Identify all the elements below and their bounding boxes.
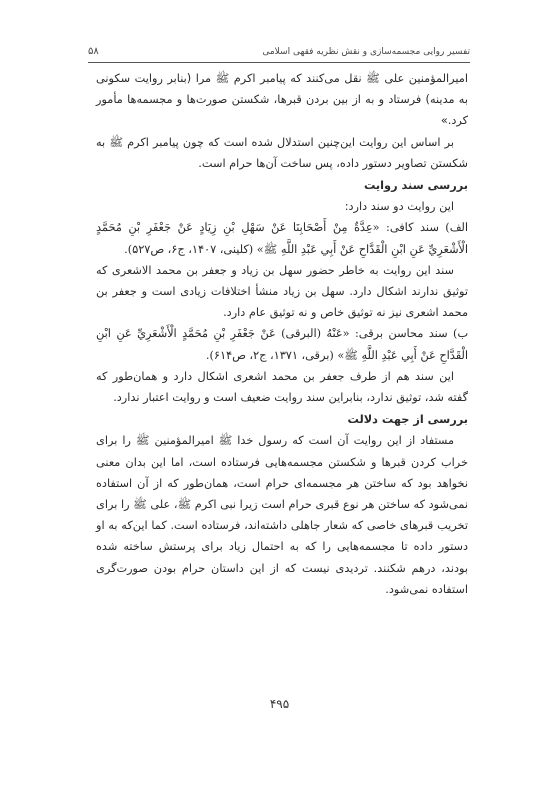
paragraph: این روایت دو سند دارد:	[344, 200, 454, 214]
running-header	[88, 44, 470, 60]
paragraph: سند این روایت به خاطر حضور سهل بن زیاد و جعفر بن محمد الاشعری که توثیق ندارند اشکال دارد. سهل بن زیاد منشأ اختلافات زیادی است و جعفر بن محمد اشعری نیز نه توثیق خاص و نه توثیق عام دارد.	[96, 263, 468, 320]
header-rule	[88, 62, 470, 63]
paragraph: امیرالمؤمنین علی ﷺ نقل می‌کنند که پیامبر اکرم ﷺ مرا (بنابر روایت سکونی به مدینه) فرستاد و به از بین بردن قبرها، شکستن صورت‌ها و مجسمه‌ها مأمور کرد.»	[96, 72, 468, 128]
section-heading: بررسی از جهت دلالت	[347, 413, 468, 427]
paragraph: مستفاد از این روایت آن است که رسول خدا ﷺ امیرالمؤمنین ﷺ را برای خراب کردن قبرها و شکستن مجسمه‌هایی فرستاده است، اما این بدان معنی نخواهد بود که ساختن هر مجسمه‌ای حرام است، همان‌طور که از آن استفاده نمی‌شود که ساختن هر نوع قبری حرام است زیرا نبی اکرم ﷺ، علی ﷺ را برای تخریب قبرهای خاصی که شعار جاهلی داشته‌اند، فرستاده است. کما این‌که به او دستور داده تا مجسمه‌هایی را که به احتمال زیاد برای پرستش ساخته شده بودند، درهم شکنند. تردیدی نیست که از این داستان حرام بودن صورت‌گری استفاده نمی‌شود.	[96, 434, 468, 596]
paragraph: این سند هم از طرف جعفر بن محمد اشعری اشکال دارد و همان‌طور که گفته شد، توثیق ندارد، بنابراین سند روایت ضعیف است و روایت اعتبار ندارد.	[96, 369, 468, 405]
header-page-number: ۵۸	[88, 46, 99, 57]
hadith-chain: ب) سند محاسن برقی: «عَنْهُ (البرقی) عَنْ جَعْفَرِ بْنِ مُحَمَّدٍ الْأَشْعَرِيِّ عَنِ ابْنِ الْقَدَّاحِ عَنْ أَبِي عَبْدِ اللَّهِ ﷺ» (برقی، ۱۳۷۱، ج۲، ص۶۱۴).	[96, 327, 468, 362]
hadith-chain: الف) سند کافی: «عِدَّةٌ مِنْ أَصْحَابِنَا عَنْ سَهْلِ بْنِ زِيَادٍ عَنْ جَعْفَرِ بْنِ مُحَمَّدٍ الْأَشْعَرِيِّ عَنِ ابْنِ الْقَدَّاحِ عَنْ أَبِي عَبْدِ اللَّهِ ﷺ» (کلینی، ۱۴۰۷، ج۶، ص۵۲۷).	[96, 221, 468, 256]
section-heading: بررسی سند روایت	[363, 179, 468, 193]
page-number: ۴۹۵	[269, 697, 290, 711]
body-text	[96, 68, 468, 678]
paragraph: بر اساس این روایت این‌چنین استدلال شده است که چون پیامبر اکرم ﷺ به شکستن تصاویر دستور داده، پس ساخت آن‌ها حرام است.	[96, 135, 468, 170]
running-title: تفسیر روایی مجسمه‌سازی و نقش نظریه فقهی اسلامی	[262, 47, 470, 57]
